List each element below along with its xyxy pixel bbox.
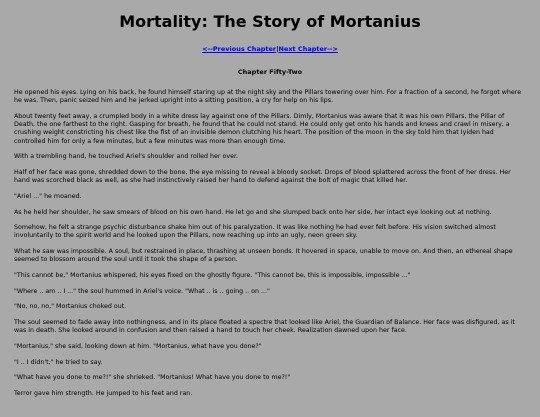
chapter-heading: Chapter Fifty-Two <box>237 68 303 76</box>
nav-separator: | <box>276 45 279 53</box>
paragraph: As he held her shoulder, he saw smears of blood on his own hand. He let go and she slumped back onto her side, her intact eye looking out at nothing. <box>14 208 492 216</box>
paragraph: "No, no, no," Mortanius choked out. <box>14 303 127 311</box>
paragraph: "Mortanius," she said, looking down at him. "Mortanius, what have you done?" <box>14 343 262 351</box>
paragraph: Terror gave him strength. He jumped to his feet and ran. <box>14 390 193 398</box>
paragraph: With a trembling hand, he touched Ariel's shoulder and rolled her over. <box>14 153 238 161</box>
next-chapter-link[interactable]: Next Chapter--> <box>278 45 338 53</box>
page <box>0 12 540 398</box>
page-title: Mortality: The Story of Mortanius <box>119 12 421 31</box>
paragraph: Half of her face was gone, shredded down to the bone, the eye missing to reveal a bloody socket. Drops of blood splattered across the front of her dress. Her hand was scorched black as well, as she had instinctively raised her hand to defend against the bolt of magic that killed her. <box>14 168 511 185</box>
previous-chapter-link[interactable]: <--Previous Chapter <box>202 45 277 53</box>
paragraph: The soul seemed to fade away into nothingness, and in its place floated a spectre that looked like Ariel, the Guardian of Balance. Her face was disfigured, as it was in death. She looked around in confusion and then raised a hand to touch her cheek. Realization dawned upon her face. <box>14 319 515 335</box>
paragraph: "This cannot be," Mortanius whispered, his eyes fixed on the ghostly figure. "This cannot be, this is impossible, impossible ..." <box>14 272 411 280</box>
paragraph: "I .. I didn't," he tried to say. <box>14 358 103 366</box>
paragraph: "Ariel ..." he moaned. <box>14 192 82 200</box>
paragraph: About twenty feet away, a crumpled body in a white dress lay against one of the Pillars. Dimly, Mortanius was aware that it was his own Pillars, the Pillar of Death, the one farthest to the right. Gasping for breath, he found that he could not stand. He could only get onto his hands and knees and crawl in misery, a crushing weight constricting his chest like the fist of an invisible demon clutching his heart. The position of the moon in the sky told him that Iyiden had controlled him for only a few minutes, but a few minutes was more than enough time. <box>14 112 510 145</box>
chapter-nav <box>14 45 526 54</box>
paragraph: Somehow, he felt a strange psychic disturbance shake him out of his paralyzation. It was like nothing he had ever felt before. His vision switched almost involuntarily to the spirit world and he looked upon the Pillars, now reaching up into an ugly, neon green sky. <box>14 224 496 240</box>
story-text <box>14 89 526 398</box>
paragraph: "Where .. am .. I ..." the soul hummed in Ariel's voice. "What .. is .. going .. on ..." <box>14 287 270 295</box>
paragraph: He opened his eyes. Lying on his back, he found himself staring up at the night sky and the Pillars towering over him. For a fraction of a second, he forgot where he was. Then, panic seized him and he jerked upright into a sitting position, a cry for help on his lips. <box>14 89 522 105</box>
paragraph: What he saw was impossible. A soul, but restrained in place, thrashing at unseen bonds. It hovered in space, unable to move on. And then, an ethereal shape seemed to blossom around the soul until it took the shape of a person. <box>14 248 513 264</box>
paragraph: "What have you done to me?!" she shrieked. "Mortanius! What have you done to me?!" <box>14 374 291 382</box>
